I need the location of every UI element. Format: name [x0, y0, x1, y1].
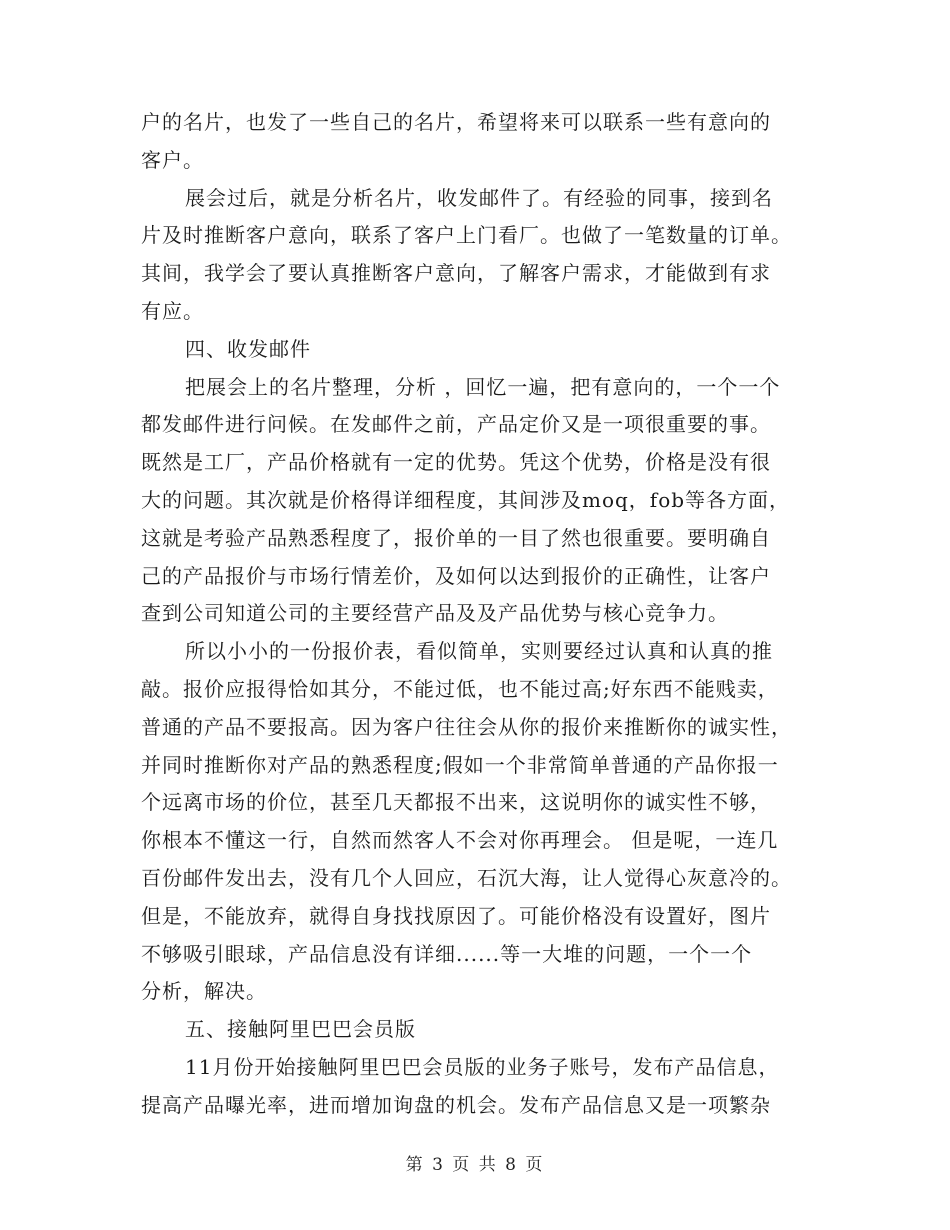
page-footer: 第 3 页 共 8 页	[405, 1155, 545, 1175]
text-line: 但是，不能放弃，就得自身找找原因了。可能价格没有设置好，图片	[141, 903, 771, 928]
text-line: 户的名片，也发了一些自己的名片，希望将来可以联系一些有意向的	[141, 110, 771, 134]
text-line: 大的问题。其次就是价格得详细程度，其间涉及moq，fob等各方面，	[141, 487, 791, 512]
text-line: 并同时推断你对产品的熟悉程度;假如一个非常简单普通的产品你报一	[141, 752, 779, 777]
text-line: 这就是考验产品熟悉程度了，报价单的一目了然也很重要。要明确自	[141, 525, 771, 550]
text-line: 你根本不懂这一行，自然而然客人不会对你再理会。 但是呢，一连几	[141, 828, 779, 853]
text-line: 把展会上的名片整理，分析 ，回忆一遍，把有意向的，一个一个	[185, 374, 781, 399]
text-line: 敲。报价应报得恰如其分，不能过低，也不能过高;好东西不能贱卖，	[141, 676, 779, 701]
body-text	[141, 104, 809, 1125]
text-line: 四、收发邮件	[185, 336, 311, 361]
text-line: 其间，我学会了要认真推断客户意向，了解客户需求，才能做到有求	[141, 261, 771, 286]
text-line: 五、接触阿里巴巴会员版	[185, 1017, 416, 1042]
text-line: 个远离市场的价位，甚至几天都报不出来，这说明你的诚实性不够，	[141, 790, 771, 815]
text-line: 所以小小的一份报价表，看似简单，实则要经过认真和认真的推	[185, 639, 773, 664]
text-line: 既然是工厂，产品价格就有一定的优势。凭这个优势，价格是没有很	[141, 450, 771, 475]
text-line: 分析，解决。	[141, 979, 267, 1004]
text-line: 不够吸引眼球，产品信息没有详细......等一大堆的问题，一个一个	[141, 941, 753, 966]
text-line: 片及时推断客户意向，联系了客户上门看厂。也做了一笔数量的订单。	[141, 223, 792, 248]
text-line: 有应。	[141, 298, 204, 323]
text-line: 展会过后，就是分析名片，收发邮件了。有经验的同事，接到名	[185, 185, 773, 210]
text-line: 普通的产品不要报高。因为客户往往会从你的报价来推断你的诚实性，	[141, 714, 792, 739]
text-line: 都发邮件进行问候。在发邮件之前，产品定价又是一项很重要的事。	[141, 412, 771, 437]
text-line: 查到公司知道公司的主要经营产品及及产品优势与核心竞争力。	[141, 601, 729, 626]
text-line: 百份邮件发出去，没有几个人回应，石沉大海，让人觉得心灰意冷的。	[141, 865, 792, 890]
text-line: 客户。	[141, 147, 204, 172]
text-line: 11月份开始接触阿里巴巴会员版的业务子账号，发布产品信息，	[185, 1054, 780, 1079]
text-line: 提高产品曝光率，进而增加询盘的机会。发布产品信息又是一项繁杂	[141, 1092, 771, 1117]
text-line: 己的产品报价与市场行情差价，及如何以达到报价的正确性，让客户	[141, 563, 771, 588]
